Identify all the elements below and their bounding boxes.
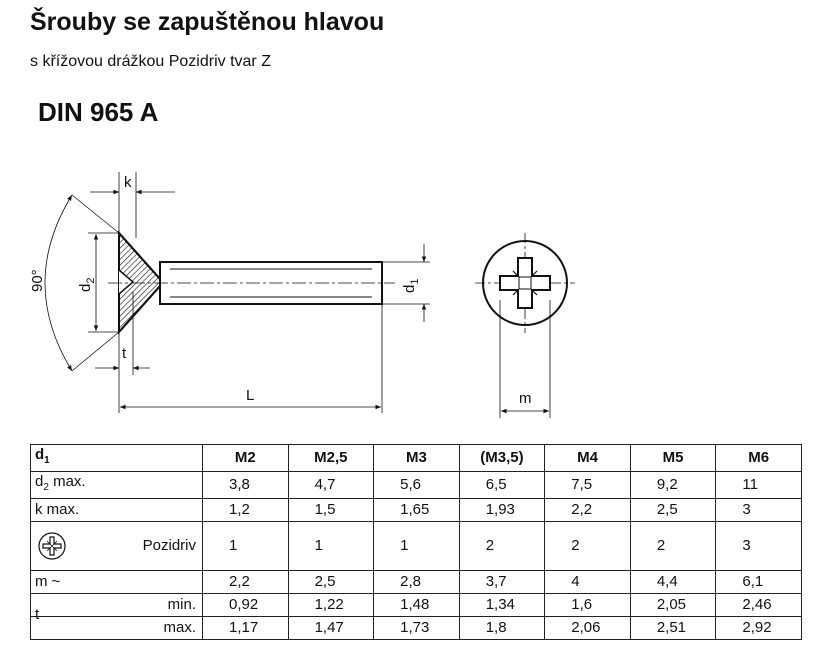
page-subtitle: s křížovou drážkou Pozidriv tvar Z [30, 53, 271, 70]
row-label-k: k max. [31, 499, 203, 522]
table-cell: 1,2 [203, 499, 289, 522]
label-d1 [401, 279, 421, 293]
label-d1-main: d [401, 284, 418, 293]
table-cell: 1,48 [374, 594, 460, 617]
label-d2-main: d [77, 283, 94, 292]
table-cell: 1,73 [374, 617, 460, 640]
table-cell: 6,1 [716, 571, 802, 594]
table-cell: 2,2 [203, 571, 289, 594]
header-d1 [31, 445, 203, 472]
table-cell: 2,2 [545, 499, 631, 522]
row-label-d2-main: d [35, 473, 44, 490]
table-cell: 3 [716, 522, 802, 571]
table-cell: 2,5 [288, 571, 374, 594]
size-header: M3 [374, 445, 460, 472]
table-cell: 5,6 [374, 472, 460, 499]
dimensions-table [30, 444, 802, 640]
table-cell: 2,8 [374, 571, 460, 594]
row-label-m: m ~ [31, 571, 203, 594]
page-title: Šrouby se zapuštěnou hlavou [30, 8, 385, 36]
table-cell: 2 [545, 522, 631, 571]
dimension-angle [45, 195, 119, 371]
table-cell: 2,51 [630, 617, 716, 640]
table-cell: 1,34 [459, 594, 545, 617]
size-header: M5 [630, 445, 716, 472]
table-cell: 1,47 [288, 617, 374, 640]
table-cell: 3,8 [203, 472, 289, 499]
size-header: M2,5 [288, 445, 374, 472]
row-label-t: t [35, 606, 40, 623]
header-d1-sub: 1 [44, 455, 50, 466]
row-label-t-min [31, 594, 203, 623]
table-cell: 2,06 [545, 617, 631, 640]
label-m: m [519, 390, 532, 407]
table-cell: 2,5 [630, 499, 716, 522]
label-k: k [124, 174, 132, 191]
label-d2 [77, 278, 97, 292]
screw-top-view [475, 233, 575, 333]
size-header: M4 [545, 445, 631, 472]
table-cell: 2 [630, 522, 716, 571]
table-cell: 2 [459, 522, 545, 571]
label-d2-sub: 2 [85, 277, 97, 284]
table-cell: 9,2 [630, 472, 716, 499]
table-cell: 6,5 [459, 472, 545, 499]
table-cell: 1 [374, 522, 460, 571]
row-label-max: max. [31, 617, 203, 640]
table-cell: 1,65 [374, 499, 460, 522]
table-cell: 1,93 [459, 499, 545, 522]
screw-side-view [108, 233, 395, 332]
pozidriv-label: Pozidriv [142, 537, 196, 554]
table-row-pozidriv [31, 522, 802, 571]
table-row-m [31, 571, 802, 594]
size-header: M6 [716, 445, 802, 472]
size-header: M2 [203, 445, 289, 472]
table-row-t-min [31, 594, 802, 617]
dimension-k [90, 172, 175, 238]
table-cell: 1,22 [288, 594, 374, 617]
table-row-t-max [31, 617, 802, 640]
table-cell: 1 [203, 522, 289, 571]
row-label-min: min. [167, 596, 196, 613]
label-d1-sub: 1 [409, 278, 421, 285]
table-cell: 7,5 [545, 472, 631, 499]
table-cell: 1,17 [203, 617, 289, 640]
table-cell: 2,46 [716, 594, 802, 617]
screw-drawing [0, 150, 826, 440]
label-t: t [122, 345, 127, 362]
table-cell: 4,4 [630, 571, 716, 594]
size-header: (M3,5) [459, 445, 545, 472]
table-cell: 0,92 [203, 594, 289, 617]
table-cell: 2,92 [716, 617, 802, 640]
table-cell: 1,6 [545, 594, 631, 617]
table-cell: 1,8 [459, 617, 545, 640]
table-cell: 1 [288, 522, 374, 571]
table-row-k [31, 499, 802, 522]
table-cell: 1,5 [288, 499, 374, 522]
table-header-row [31, 445, 802, 472]
standard-code: DIN 965 A [38, 97, 159, 127]
table-cell: 3 [716, 499, 802, 522]
label-l: L [246, 387, 255, 404]
table-row-d2 [31, 472, 802, 499]
row-label-pozidriv [31, 522, 203, 571]
table-cell: 2,05 [630, 594, 716, 617]
row-label-d2-sub: 2 [43, 482, 49, 493]
pozidriv-icon [37, 531, 67, 561]
table-cell: 11 [716, 472, 802, 499]
row-label-d2 [31, 472, 203, 499]
label-angle: 90° [29, 269, 46, 292]
table-cell: 4,7 [288, 472, 374, 499]
row-label-d2-rest: max. [48, 473, 86, 490]
table-cell: 3,7 [459, 571, 545, 594]
table-cell: 4 [545, 571, 631, 594]
header-d1-main: d [35, 446, 45, 463]
